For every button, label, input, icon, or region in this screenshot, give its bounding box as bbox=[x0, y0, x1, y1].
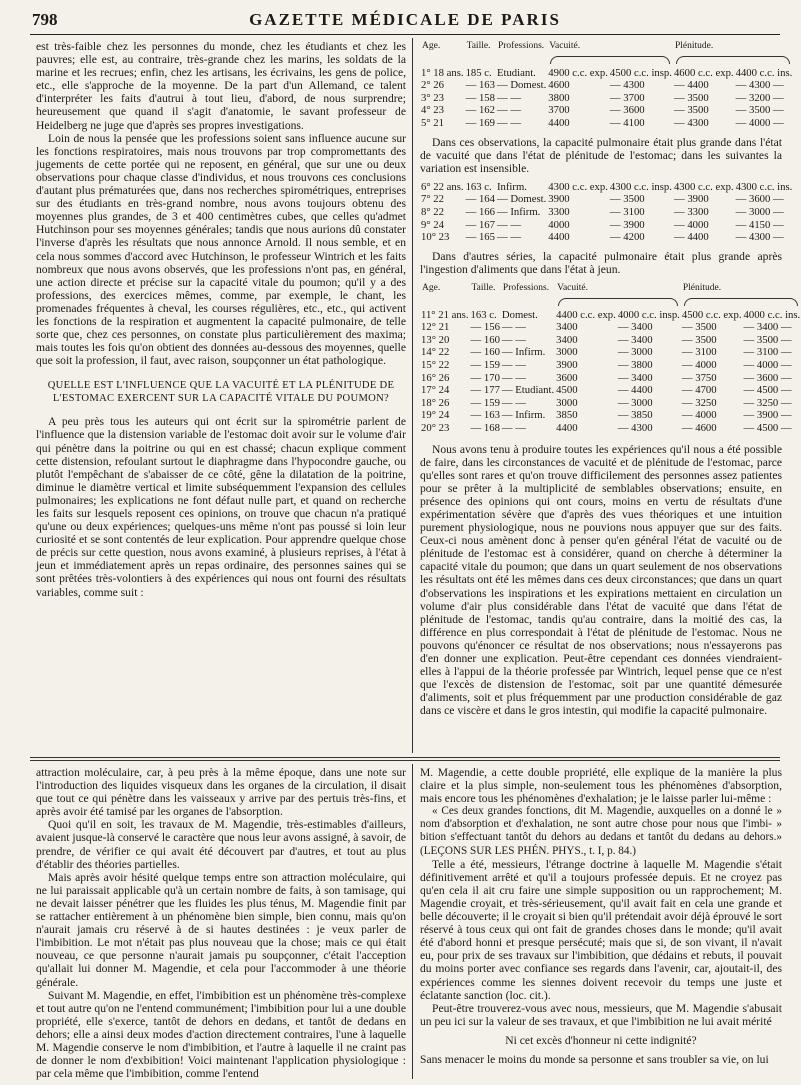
table-cell: — Domest. bbox=[496, 79, 547, 92]
paragraph: Loin de nous la pensée que les professions soient sans influence aucune sur les fonctions respiratoires, mais nous trouvons par trop compromettants des jugements de cette portée qui ne reposent, en général, que sur une ou deux observations pour chaque classe d'individus, et nous trouvons ces conclusions d'autant plus prématurées que, dans nos recherches spirométriques, entreprises sur des étudiants en très-grand nombre, nous avons toujours obtenu des moyennes plus grandes, de 3 et 400 centimètres cubes, que celles qu'admet Hutchinson pour ses moyennes générales; tandis que nous aurions dû constater l'inverse d'après les résultats que nous annonce Arnold. Il nous semble, et en cela nous sommes d'accord avec Hutchinson, le professeur Wintrich et les faits nombreux que nous avons observés, que les professions n'ont pas, en général, une action directe et précise sur la capacité vitale du poumon; qu'il y a des professions, des exercices mêmes, comme, par exemple, le chant, les promenades fréquentes à cheval, les courses régulières, etc., etc., qui activent les fonctions de la respiration et augmentent la capacité pulmonaire, de telle sorte que, chez ces personnes, on constate plus particulièrement des maxima; mais toutes les fois qu'on obtient des données au-dessous des moyennes, quelle que soit la profession, il faut, avec raison, soupçonner un état pathologique. bbox=[36, 131, 406, 368]
table-cell: — — bbox=[496, 91, 522, 104]
table-cell: 4900 c.c. exp. bbox=[548, 66, 608, 79]
table-cell: — — bbox=[501, 371, 526, 384]
table-cell: 3400 bbox=[556, 321, 578, 334]
table-cell: — — bbox=[501, 421, 526, 434]
table-cell: — 3500 bbox=[673, 104, 709, 117]
table-cell: — — bbox=[501, 358, 526, 371]
header-professions: Professions. bbox=[502, 283, 550, 293]
table-cell: — 163 bbox=[465, 79, 495, 92]
verse-quote: Ni cet excès d'honneur ni cette indignité? bbox=[505, 1033, 697, 1047]
header-professions: Professions. bbox=[497, 41, 545, 51]
table-cell: — 3500 — bbox=[735, 104, 784, 117]
table-cell: — 4700 bbox=[681, 384, 717, 397]
table-row bbox=[420, 384, 801, 397]
table-cell: Domest. bbox=[501, 308, 538, 321]
table-cell: — 3500 bbox=[681, 321, 717, 334]
table-row bbox=[420, 219, 793, 232]
table-cell: 13° 20 bbox=[421, 333, 450, 346]
table-cell: 3900 bbox=[548, 193, 570, 206]
table-cell: — 4000 — bbox=[735, 116, 784, 129]
table-cell: — 3100 bbox=[609, 206, 645, 219]
table-row bbox=[420, 397, 801, 410]
table-row bbox=[420, 309, 801, 322]
table-cell: — 3500 — bbox=[743, 333, 792, 346]
paragraph: Nous avons tenu à produire toutes les expériences qu'il nous a été possible de faire, dans les circonstances de vacuité et de plénitude de l'estomac, parce qu'elles sont rares et qu'on trouve difficilement des personnes assez patientes pour se prêter à la multiplicité de semblables observations; ensuite, en présence des opinions qui ont cours, moins en vertu de résultats d'une expérimentation sévère que d'après des vues théoriques et une intuition purement physiologique, nous ne pouvions nous appuyer que sur des faits. Ceux-ci nous amènent donc à penser qu'en général l'état de vacuité ou de plénitude de l'estomac est à considérer, quand on cherche à déterminer la capacité vitale du poumon; que dans un quart seulement de nos observations les résultats ont été les mêmes dans ces deux circonstances; que dans un quart d'observations les inspirations et les expirations mettaient en circulation un volume d'air plus considérable dans l'état de vacuité que dans l'état de plénitude de l'estomac, tandis qu'au contraire, dans la moitié des cas, la différence en plus correspondait à l'état de plénitude de l'estomac. Nous ne pouvons qu'énoncer ce résultat de nos observations; nous n'essayerons pas d'en donner une explication. Peut-être cependant ces données viendraient-elles à l'appui de la théorie professée par Wintrich, lequel pense que ce n'est que l'excès de distension de l'estomac, soit par une quantité démesurée d'aliments, soit et plus fréquemment par une production considérable de gaz dans ce viscère et dans le gros intestin, qui modifie la capacité pulmonaire. bbox=[420, 442, 782, 718]
table-row bbox=[420, 422, 801, 435]
table-cell: — Etudiant. bbox=[501, 384, 555, 397]
table-cell: — Infirm. bbox=[501, 409, 546, 422]
table-cell: — 3400 bbox=[617, 371, 653, 384]
table-cell: — — bbox=[501, 321, 526, 334]
table-cell: — 4000 — bbox=[743, 358, 792, 371]
table-cell: 3700 bbox=[548, 104, 570, 117]
table-cell: — 3400 bbox=[617, 321, 653, 334]
table-cell: 19° 24 bbox=[421, 409, 450, 422]
quotation: « Ces deux grandes fonctions, dit M. Magendie, auxquelles on a donné le » nom d'absorption et d'exhalation, ne sont autre chose pour nous que l'imbi- » bition s'effectuant tantôt du dehors au dedans et tantôt du dedans au dehors.» (LEÇONS SUR LES PHÉN. PHYS., t. I, p. 84.) bbox=[420, 805, 782, 857]
table-cell: 3000 bbox=[556, 396, 578, 409]
header-vacuite: Vacuité. bbox=[557, 283, 589, 293]
table-cell: 3400 bbox=[556, 333, 578, 346]
observations-table-2 bbox=[420, 181, 793, 244]
table-cell: — 3300 bbox=[673, 206, 709, 219]
table-cell: — 167 bbox=[465, 218, 495, 231]
observations-table-1 bbox=[420, 40, 793, 130]
table-cell: — Domest. bbox=[496, 193, 547, 206]
table-cell: 4400 c.c. ins. bbox=[735, 66, 793, 79]
table-cell: — 164 bbox=[465, 193, 495, 206]
table-cell: — 159 bbox=[470, 396, 500, 409]
page-header bbox=[30, 8, 780, 35]
table-cell: 4400 bbox=[548, 116, 570, 129]
header-plenitude: Plénitude. bbox=[674, 41, 714, 51]
table-cell: 11° 21 ans. bbox=[421, 308, 469, 321]
table-cell: — 159 bbox=[470, 358, 500, 371]
table-row bbox=[420, 231, 793, 244]
table-row bbox=[420, 193, 793, 206]
table-row bbox=[420, 321, 801, 334]
table-cell: — 4500 — bbox=[743, 384, 792, 397]
table-cell: Etudiant. bbox=[496, 66, 536, 79]
right-column-bottom bbox=[420, 766, 782, 1080]
table-cell: — 163 bbox=[470, 409, 500, 422]
table-cell: — Infirm. bbox=[501, 346, 546, 359]
section-title: QUELLE EST L'INFLUENCE QUE LA VACUITÉ ET LA PLÉNITUDE DE L'ESTOMAC EXERCENT SUR LA CAPACITÉ VITALE DU POUMON? bbox=[47, 380, 395, 405]
table-cell: 12° 21 bbox=[421, 321, 450, 334]
table-cell: — — bbox=[501, 396, 526, 409]
table-cell: — 4400 bbox=[617, 384, 653, 397]
table-cell: — 3200 — bbox=[735, 91, 784, 104]
table-cell: — 3000 — bbox=[735, 206, 784, 219]
table-cell: — 3250 — bbox=[743, 396, 792, 409]
column-divider-top bbox=[412, 38, 413, 753]
table-cell: 5° 21 bbox=[421, 116, 444, 129]
table-cell: 163 c. bbox=[465, 180, 492, 193]
header-vacuite: Vacuité. bbox=[549, 41, 581, 51]
paragraph: Telle a été, messieurs, l'étrange doctrine à laquelle M. Magendie s'était définitivement arrêté et qu'il a toujours professée depuis. Et ne croyez pas qu'en cela il ait cru faire une simple supposition ou un rapprochement; M. Magendie croyait, et très-sérieusement, qu'il avait fait en cela une grande et belle découverte; il le croyait si bien qu'il prétendait avoir déjà éprouvé le sort réservé à tous ceux qui ont fait de grandes choses dans le monde; qu'il avait été d'abord honni et presque persécuté; mais que si, de son vivant, il n'avait eu, pour prix de ses travaux sur l'imbibition, que dédains et rebuts, il pouvait du moins porter avec confiance ses regards dans l'avenir, car, ajoutait-il, des expériences comme les siennes doivent recevoir du temps une juste et éclatante sanction (loc. cit.). bbox=[420, 857, 782, 1002]
table-cell: 17° 24 bbox=[421, 384, 450, 397]
table-cell: — 4300 bbox=[617, 421, 653, 434]
table-cell: — 3900 bbox=[609, 218, 645, 231]
brace-plenitude bbox=[676, 56, 790, 64]
table-cell: 4500 bbox=[556, 384, 578, 397]
table-cell: — 3850 bbox=[617, 409, 653, 422]
journal-title: GAZETTE MÉDICALE DE PARIS bbox=[249, 10, 561, 29]
left-column-bottom bbox=[36, 766, 406, 1080]
table-cell: 3000 bbox=[556, 346, 578, 359]
table-cell: 7° 22 bbox=[421, 193, 444, 206]
table-cell: — 4500 — bbox=[743, 421, 792, 434]
table-row bbox=[420, 346, 801, 359]
table-cell: — 3600 bbox=[609, 104, 645, 117]
table-cell: — 4300 bbox=[609, 79, 645, 92]
table-cell: — 3500 bbox=[673, 91, 709, 104]
table-cell: — — bbox=[496, 218, 522, 231]
table-cell: 15° 22 bbox=[421, 358, 450, 371]
table-cell: — 3250 bbox=[681, 396, 717, 409]
table-row bbox=[420, 372, 801, 385]
table-cell: 4400 bbox=[548, 231, 570, 244]
brace-vacuite bbox=[550, 56, 670, 64]
observations-table-3 bbox=[420, 282, 801, 435]
table-cell: — 168 bbox=[470, 421, 500, 434]
table-cell: 185 c. bbox=[465, 66, 492, 79]
table-cell: — 4400 bbox=[673, 79, 709, 92]
table-cell: 4600 bbox=[548, 79, 570, 92]
table-cell: — 3700 bbox=[609, 91, 645, 104]
table-cell: 3800 bbox=[548, 91, 570, 104]
table-cell: 4300 c.c. exp. bbox=[548, 180, 608, 193]
paragraph: Quoi qu'il en soit, les travaux de M. Magendie, très-estimables d'ailleurs, avaient jusque-là conservé le caractère que nous leur avons assigné, à savoir, de prendre, de vérifier ce qui avait été découvert par d'autres, et tout au plus d'établir des théories partielles. bbox=[36, 818, 406, 871]
paragraph: attraction moléculaire, car, à peu près à la même époque, dans une note sur l'introduction des liquides visqueux dans les organes de la circulation, il disait que tout ce qui pénètre dans les vaisseaux y arrive par des pertuis très-fins, et après avoir été tamisé par les organes de l'absorption. bbox=[36, 766, 406, 819]
table-cell: — 156 bbox=[470, 321, 500, 334]
table-cell: 3900 bbox=[556, 358, 578, 371]
table-cell: 4300 c.c. ins. bbox=[735, 180, 793, 193]
table-cell: Infirm. bbox=[496, 180, 527, 193]
table-cell: 1° 18 ans. bbox=[421, 66, 464, 79]
table-cell: — 166 bbox=[465, 206, 495, 219]
table-cell: — 160 bbox=[470, 346, 500, 359]
table-cell: — 3100 — bbox=[743, 346, 792, 359]
paragraph: Peut-être trouverez-vous avec nous, messieurs, que M. Magendie s'abusait un peu ici sur la valeur de ses travaux, et que l'imbibition ne lui avait mérité bbox=[420, 1001, 782, 1028]
table-cell: — 3600 — bbox=[735, 193, 784, 206]
table-cell: — 3900 bbox=[673, 193, 709, 206]
table-row bbox=[420, 67, 793, 80]
table-cell: 9° 24 bbox=[421, 218, 444, 231]
paragraph: Mais après avoir hésité quelque temps entre son attraction moléculaire, qui ne lui paraissait applicable qu'à un certain nombre de faits, à son tamisage, qui ne devait laisser pénétrer que les fluides les plus ténus, M. Magendie finit par se rattacher entièrement à un phénomène bien simple, bien connu, mais qu'on n'aurait jamais cru réservé à de si hautes destinées : je veux parler de l'imbibition. Le mot n'était pas plus nouveau que la chose; mais ce qui était nouveau, ce que personne n'aurait jamais pu soupçonner, c'était l'acception qu'allait lui donner M. Magendie, et cela pour l'accommoder à une théorie générale. bbox=[36, 870, 406, 989]
table-cell: — 3400 bbox=[617, 333, 653, 346]
table-row bbox=[420, 409, 801, 422]
header-taille: Taille. bbox=[471, 283, 496, 293]
table-cell: 4300 c.c. exp. bbox=[673, 180, 734, 193]
table-cell: 10° 23 bbox=[421, 231, 450, 244]
table-cell: — 160 bbox=[470, 333, 500, 346]
left-column-top bbox=[36, 40, 406, 754]
table-cell: 6° 22 ans. bbox=[421, 180, 464, 193]
table-cell: — 4200 bbox=[609, 231, 645, 244]
table-cell: — 3900 — bbox=[743, 409, 792, 422]
table-cell: — 3800 bbox=[617, 358, 653, 371]
table-cell: 4300 c.c. insp. bbox=[609, 180, 672, 193]
paragraph: Dans ces observations, la capacité pulmonaire était plus grande dans l'état de vacuité que dans l'état de plénitude de l'estomac; dans les suivantes la variation est insensible. bbox=[420, 135, 782, 175]
table-row bbox=[420, 181, 793, 194]
horizontal-divider-2 bbox=[30, 760, 780, 761]
table-cell: 2° 26 bbox=[421, 79, 444, 92]
table-cell: — 4000 bbox=[681, 358, 717, 371]
table-row bbox=[420, 206, 793, 219]
table-cell: 4000 bbox=[548, 218, 570, 231]
table-row bbox=[420, 92, 793, 105]
table-cell: 16° 26 bbox=[421, 371, 450, 384]
table-cell: — 165 bbox=[465, 231, 495, 244]
paragraph: Dans d'autres séries, la capacité pulmonaire était plus grande après l'ingestion d'aliments que dans l'état à jeun. bbox=[420, 249, 782, 276]
table-cell: — 177 bbox=[470, 384, 500, 397]
table-cell: — — bbox=[496, 231, 522, 244]
horizontal-divider bbox=[30, 757, 780, 758]
paragraph: Suivant M. Magendie, en effet, l'imbibition est un phénomène très-complexe et tout autre qu'on ne l'entend communément; l'imbibition pour lui a une double propriété, elle s'exerce, tantôt de dehors en dedans, et tantôt de dedans en dehors; elle a ainsi deux modes d'action directement contraires, l'une à laquelle M. Magendie conserve le nom d'imbibition, et l'autre à laquelle il ne craint pas de donner le nom d'exbibition! Voici maintenant l'application physiologique : par cela même que l'imbibition, comme l'entend bbox=[36, 988, 406, 1081]
table-cell: — 169 bbox=[465, 116, 495, 129]
table-cell: — 3600 — bbox=[743, 371, 792, 384]
table-cell: — 4000 bbox=[673, 218, 709, 231]
table-cell: — 3500 bbox=[609, 193, 645, 206]
table-cell: 3300 bbox=[548, 206, 570, 219]
table-cell: — 4300 bbox=[673, 116, 709, 129]
table-cell: — 3400 — bbox=[743, 321, 792, 334]
table-cell: — — bbox=[501, 333, 526, 346]
header-age: Age. bbox=[422, 41, 441, 51]
table-cell: — 4300 — bbox=[735, 79, 784, 92]
column-divider-bottom bbox=[412, 764, 413, 1079]
table-cell: — 170 bbox=[470, 371, 500, 384]
table-cell: 4500 c.c. insp. bbox=[609, 66, 672, 79]
table-cell: 4400 bbox=[556, 421, 578, 434]
table-cell: 4000 c.c. ins. bbox=[743, 308, 801, 321]
table-cell: 3° 23 bbox=[421, 91, 444, 104]
table-cell: 163 c. bbox=[470, 308, 497, 321]
table-row bbox=[420, 104, 793, 117]
table-cell: — 4400 bbox=[673, 231, 709, 244]
paragraph: A peu près tous les auteurs qui ont écrit sur la spirométrie parlent de l'influence que la distension variable de l'estomac doit avoir sur le volume d'air qui pénètre dans la poitrine ou qui en est chassé; chacun explique comment cette distension, refoulant surtout le diaphragme dans l'hypocondre gauche, ou plutôt l'empêchant de s'abaisser de ce côté, gêne la dilatation de la poitrine, diminue le diamètre vertical et limite subséquemment l'expansion des cellules pulmonaires; les explications ne font défaut nulle part, et quand on recherche les faits sur lesquels reposent ces opinions, on trouve que chacun n'a pratiqué qu'une ou deux expériences; quelques-uns même n'ont pas poussé si loin leur curiosité et se sont contentés de leur explication. Pour apprendre quelque chose de précis sur cette question, nous avons examiné, à plusieurs reprises, à l'état à jeun et immédiatement après un repas ordinaire, des personnes saines qui se sont prêtées très-volontiers à des expériences qui nous ont fourni des résultats variables, comme suit : bbox=[36, 415, 406, 599]
table-row bbox=[420, 117, 793, 130]
table-cell: 20° 23 bbox=[421, 421, 450, 434]
brace-vacuite bbox=[558, 298, 678, 306]
paragraph: est très-faible chez les personnes du monde, chez les étudiants et chez les pauvres; elle est, au contraire, très-grande chez les marins, les soldats de la marine et les recrues; enfin, chez les artisans, les écrivains, les gens de police, etc., elle s'approche de la moyenne. De la part d'un Allemand, ce talent d'interpréter les faits d'autrui à tout lieu, d'abord, de nous surprendre; heureusement que quand il s'agit d'anatomie, le savant professeur de Heidelberg ne juge que d'après ses propres investigations. bbox=[36, 40, 406, 132]
table-cell: 3850 bbox=[556, 409, 578, 422]
table-cell: — 4300 — bbox=[735, 231, 784, 244]
brace-plenitude bbox=[684, 298, 798, 306]
table-cell: — Infirm. bbox=[496, 206, 541, 219]
table-cell: — 4150 — bbox=[735, 218, 784, 231]
table-cell: — 4100 bbox=[609, 116, 645, 129]
paragraph: M. Magendie, a cette double propriété, elle explique de la manière la plus claire et la plus simple, non-seulement tous les phénomènes d'absorption, mais encore tous les phénomènes d'exhalation; je le laisse parler lui-même : bbox=[420, 766, 782, 806]
table-cell: — — bbox=[496, 104, 522, 117]
table-cell: 18° 26 bbox=[421, 396, 450, 409]
paragraph: Sans menacer le moins du monde sa personne et sans troubler sa vie, on lui bbox=[420, 1052, 769, 1066]
table-row bbox=[420, 359, 801, 372]
table-cell: 8° 22 bbox=[421, 206, 444, 219]
table-cell: 4600 c.c. exp. bbox=[673, 66, 734, 79]
table-cell: — 162 bbox=[465, 104, 495, 117]
table-cell: — 4600 bbox=[681, 421, 717, 434]
header-plenitude: Plénitude. bbox=[682, 283, 722, 293]
table-cell: 4400 c.c. exp. bbox=[556, 308, 616, 321]
table-row bbox=[420, 334, 801, 347]
header-taille: Taille. bbox=[466, 41, 491, 51]
table-cell: 4000 c.c. insp. bbox=[617, 308, 680, 321]
page-number: 798 bbox=[32, 10, 58, 29]
table-cell: — 3000 bbox=[617, 346, 653, 359]
table-cell: — 3100 bbox=[681, 346, 717, 359]
table-cell: — 4000 bbox=[681, 409, 717, 422]
table-cell: 4° 23 bbox=[421, 104, 444, 117]
table-cell: 14° 22 bbox=[421, 346, 450, 359]
table-cell: 4500 c.c. exp. bbox=[681, 308, 742, 321]
header-age: Age. bbox=[422, 283, 441, 293]
table-cell: — — bbox=[496, 116, 522, 129]
table-cell: — 3500 bbox=[681, 333, 717, 346]
table-cell: — 3750 bbox=[681, 371, 717, 384]
table-cell: 3600 bbox=[556, 371, 578, 384]
table-cell: — 3000 bbox=[617, 396, 653, 409]
table-cell: — 158 bbox=[465, 91, 495, 104]
table-row bbox=[420, 79, 793, 92]
right-column-top bbox=[420, 40, 801, 754]
